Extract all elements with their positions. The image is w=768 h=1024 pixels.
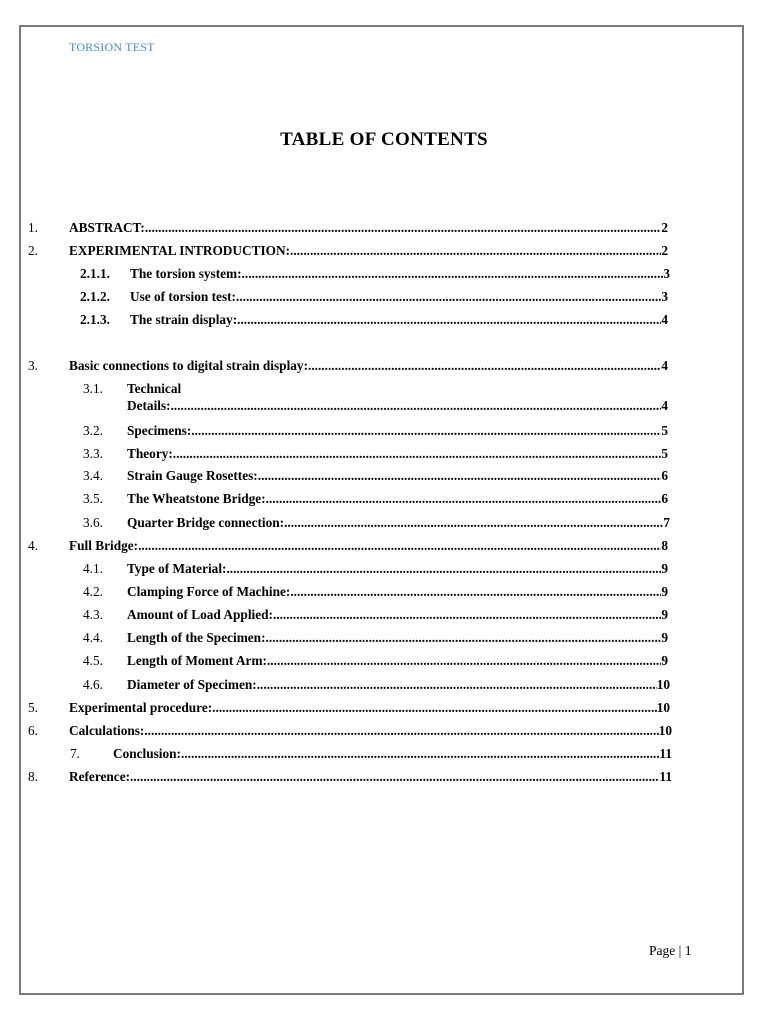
- page-number-footer: Page | 1: [649, 943, 692, 958]
- toc-entry-experimental-procedure[interactable]: [28, 700, 670, 718]
- toc-entry-quarter-bridge[interactable]: [83, 515, 670, 533]
- toc-entry-strain-gauge-rosettes[interactable]: [83, 468, 668, 486]
- toc-leader-dots: [273, 607, 661, 623]
- toc-entry-number: 4.1.: [83, 561, 103, 576]
- toc-leader-dots: [145, 220, 661, 236]
- toc-leader-dots: [242, 266, 664, 282]
- toc-entry-number: 5.: [28, 700, 38, 715]
- toc-entry-page: 4: [661, 312, 668, 327]
- toc-entry-wheatstone-bridge[interactable]: [83, 491, 668, 509]
- toc-entry-number: 3.: [28, 358, 38, 373]
- toc-leader-dots: [284, 515, 663, 531]
- toc-entry-number: 2.1.3.: [80, 312, 110, 327]
- toc-entry-number: 4.3.: [83, 607, 103, 622]
- toc-entry-number: 6.: [28, 723, 38, 738]
- toc-entry-number: 4.6.: [83, 677, 103, 692]
- toc-entry-number: 4.: [28, 538, 38, 553]
- toc-entry-page: 9: [661, 653, 668, 668]
- toc-entry-number: 8.: [28, 769, 38, 784]
- toc-entry-theory[interactable]: [83, 446, 668, 464]
- toc-entry-text: ABSTRACT:: [69, 220, 145, 235]
- toc-entry-full-bridge[interactable]: [28, 538, 668, 556]
- toc-leader-dots: [290, 243, 661, 259]
- toc-entry-page: 7: [663, 515, 670, 530]
- toc-entry-number: 3.6.: [83, 515, 103, 530]
- toc-entry-number: 4.4.: [83, 630, 103, 645]
- toc-leader-dots: [258, 468, 662, 484]
- toc-entry-torsion-system[interactable]: [80, 266, 670, 284]
- toc-entry-type-of-material[interactable]: [83, 561, 668, 579]
- toc-entry-page: 3: [663, 266, 670, 281]
- toc-entry-page: 10: [656, 677, 670, 692]
- toc-entry-page: 6: [661, 491, 668, 506]
- toc-entry-clamping-force[interactable]: [83, 584, 668, 602]
- toc-leader-dots: [266, 630, 662, 646]
- toc-entry-text: Diameter of Specimen:: [127, 677, 257, 692]
- toc-leader-dots: [266, 491, 662, 507]
- toc-entry-page: 8: [661, 538, 668, 553]
- toc-leader-dots: [212, 700, 657, 716]
- toc-entry-number: 2.1.2.: [80, 289, 110, 304]
- toc-entry-text: The strain display:: [130, 312, 238, 327]
- toc-entry-specimens[interactable]: [83, 423, 668, 441]
- toc-leader-dots: [171, 398, 662, 414]
- toc-entry-text: EXPERIMENTAL INTRODUCTION:: [69, 243, 291, 258]
- toc-entry-number: 3.5.: [83, 491, 103, 506]
- toc-entry-abstract[interactable]: [28, 220, 668, 238]
- toc-entry-text: Theory:: [127, 446, 173, 461]
- toc-entry-page: 2: [661, 243, 668, 258]
- toc-leader-dots: [191, 423, 661, 439]
- toc-entry-text: Type of Material:: [127, 561, 227, 576]
- toc-entry-text: Basic connections to digital strain display:: [69, 358, 308, 373]
- toc-leader-dots: [173, 446, 662, 462]
- toc-entry-page: 5: [661, 446, 668, 461]
- toc-entry-text: The Wheatstone Bridge:: [127, 491, 266, 506]
- toc-leader-dots: [138, 538, 661, 554]
- toc-entry-number: 3.4.: [83, 468, 103, 483]
- toc-entry-text: Full Bridge:: [69, 538, 139, 553]
- toc-entry-page: 5: [661, 423, 668, 438]
- toc-leader-dots: [130, 769, 659, 785]
- toc-entry-number: 3.3.: [83, 446, 103, 461]
- toc-entry-page: 4: [661, 398, 668, 413]
- toc-entry-page: 3: [661, 289, 668, 304]
- toc-entry-moment-arm-length[interactable]: [83, 653, 668, 671]
- toc-entry-number: 4.2.: [83, 584, 103, 599]
- toc-entry-strain-display[interactable]: [80, 312, 668, 330]
- toc-entry-text-line1: Technical: [127, 381, 182, 396]
- toc-entry-text: Reference:: [69, 769, 131, 784]
- toc-entry-number: 3.1.: [83, 381, 103, 396]
- toc-entry-number: 2.1.1.: [80, 266, 110, 281]
- toc-leader-dots: [181, 746, 659, 762]
- toc-entry-text: The torsion system:: [130, 266, 242, 281]
- toc-entry-text: Length of the Specimen:: [127, 630, 266, 645]
- toc-entry-text: Conclusion:: [113, 746, 181, 761]
- toc-entry-text: Length of Moment Arm:: [127, 653, 267, 668]
- toc-entry-specimen-diameter[interactable]: [83, 677, 670, 695]
- toc-entry-conclusion[interactable]: [70, 746, 672, 764]
- toc-entry-page: 9: [661, 607, 668, 622]
- toc-leader-dots: [267, 653, 661, 669]
- toc-entry-text: Calculations:: [69, 723, 145, 738]
- toc-entry-text: Details:: [127, 398, 171, 413]
- toc-entry-basic-connections[interactable]: [28, 358, 668, 376]
- toc-entry-number: 4.5.: [83, 653, 103, 668]
- toc-entry-specimen-length[interactable]: [83, 630, 668, 648]
- toc-entry-text: Use of torsion test:: [130, 289, 236, 304]
- toc-entry-technical-details-line1[interactable]: [83, 381, 668, 399]
- toc-leader-dots: [237, 312, 661, 328]
- toc-entry-text: Amount of Load Applied:: [127, 607, 273, 622]
- toc-leader-dots: [290, 584, 661, 600]
- running-header: TORSION TEST: [69, 40, 155, 54]
- toc-entry-introduction[interactable]: [28, 243, 668, 261]
- toc-entry-text: Experimental procedure:: [69, 700, 213, 715]
- toc-entry-page: 6: [661, 468, 668, 483]
- toc-leader-dots: [236, 289, 661, 305]
- toc-leader-dots: [308, 358, 661, 374]
- toc-entry-page: 9: [661, 561, 668, 576]
- toc-entry-text: Strain Gauge Rosettes:: [127, 468, 258, 483]
- toc-entry-text: Specimens:: [127, 423, 192, 438]
- toc-entry-text: Quarter Bridge connection:: [127, 515, 285, 530]
- toc-title: TABLE OF CONTENTS: [280, 129, 488, 150]
- toc-entry-use-of-torsion-test[interactable]: [80, 289, 668, 307]
- toc-entry-text: Clamping Force of Machine:: [127, 584, 291, 599]
- toc-entry-reference[interactable]: [28, 769, 672, 787]
- toc-entry-page: 11: [659, 746, 672, 761]
- toc-leader-dots: [144, 723, 658, 739]
- toc-entry-load-applied[interactable]: [83, 607, 668, 625]
- toc-entry-page: 11: [659, 769, 672, 784]
- toc-entry-technical-details[interactable]: [127, 398, 668, 416]
- toc-entry-page: 9: [661, 630, 668, 645]
- toc-entry-page: 4: [661, 358, 668, 373]
- toc-entry-number: 7.: [70, 746, 80, 761]
- toc-entry-number: 1.: [28, 220, 38, 235]
- toc-entry-number: 2.: [28, 243, 38, 258]
- toc-entry-page: 10: [656, 700, 670, 715]
- toc-entry-page: 10: [658, 723, 672, 738]
- toc-entry-page: 9: [661, 584, 668, 599]
- toc-entry-calculations[interactable]: [28, 723, 672, 741]
- toc-entry-page: 2: [661, 220, 668, 235]
- toc-leader-dots: [226, 561, 661, 577]
- toc-entry-number: 3.2.: [83, 423, 103, 438]
- toc-leader-dots: [257, 677, 657, 693]
